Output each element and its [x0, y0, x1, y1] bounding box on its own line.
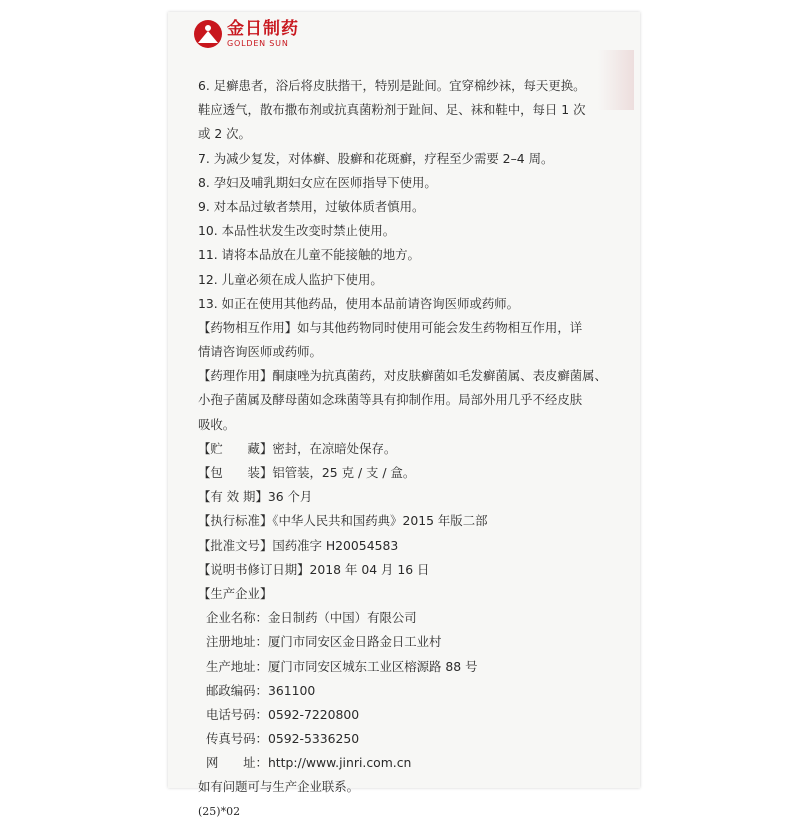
print-code: (25)*02	[198, 804, 241, 818]
production-address: 生产地址：厦门市同安区城东工业区榕源路 88 号	[206, 658, 478, 674]
drug-interactions-line-1: 【药物相互作用】如与其他药物同时使用可能会发生药物相互作用，详	[198, 319, 583, 335]
sun-mountain-icon	[194, 20, 222, 48]
shelf-life: 【有 效 期】36 个月	[198, 489, 313, 505]
packaging: 【包 装】铝管装，25 克 / 支 / 盒。	[198, 465, 416, 480]
postal-code: 邮政编码：361100	[206, 682, 316, 698]
logo-chinese-name: 金日制药	[227, 18, 299, 39]
precaution-7: 7. 为减少复发，对体癣、股癣和花斑癣，疗程至少需要 2–4 周。	[198, 150, 554, 166]
revision-date: 【说明书修订日期】2018 年 04 月 16 日	[198, 561, 430, 577]
storage: 【贮 藏】密封，在凉暗处保存。	[198, 440, 397, 456]
leaflet-body	[198, 74, 638, 824]
manufacturer-heading: 【生产企业】	[198, 585, 273, 601]
precaution-9: 9. 对本品过敏者禁用，过敏体质者慎用。	[198, 198, 425, 214]
contact-note: 如有问题可与生产企业联系。	[198, 779, 360, 795]
leaflet-sheet	[168, 12, 640, 818]
precaution-10: 10. 本品性状发生改变时禁止使用。	[198, 223, 396, 239]
company-name: 企业名称：金日制药（中国）有限公司	[206, 610, 417, 626]
standard: 【执行标准】《中华人民共和国药典》2015 年版二部	[198, 513, 488, 529]
pharmacology-line-2: 小孢子菌属及酵母菌如念珠菌等具有抑制作用。局部外用几乎不经皮肤	[198, 392, 583, 408]
website: 网 址：http://www.jinri.com.cn	[206, 755, 412, 771]
phone-number: 电话号码：0592-7220800	[206, 706, 360, 722]
precaution-8: 8. 孕妇及哺乳期妇女应在医师指导下使用。	[198, 174, 437, 190]
fax-number: 传真号码：0592-5336250	[206, 731, 360, 747]
logo-text	[227, 18, 299, 48]
approval-number: 【批准文号】国药准字 H20054583	[198, 537, 399, 553]
precaution-13: 13. 如正在使用其他药品，使用本品前请咨询医师或药师。	[198, 295, 520, 311]
registered-address: 注册地址：厦门市同安区金日路金日工业村	[206, 634, 442, 650]
logo-english-name: GOLDEN SUN	[227, 38, 289, 48]
precaution-6-line-2: 鞋应透气，散布撒布剂或抗真菌粉剂于趾间、足、袜和鞋中，每日 1 次	[198, 102, 586, 118]
precaution-6-line-1: 6. 足癣患者，浴后将皮肤揩干，特别是趾间。宜穿棉纱袜，每天更换。	[198, 78, 586, 93]
precaution-12: 12. 儿童必须在成人监护下使用。	[198, 271, 383, 287]
pharmacology-line-1: 【药理作用】酮康唑为抗真菌药，对皮肤癣菌如毛发癣菌属、表皮癣菌属、	[198, 368, 607, 384]
drug-interactions-line-2: 情请咨询医师或药师。	[198, 344, 322, 360]
pharmacology-line-3: 吸收。	[198, 416, 236, 432]
company-logo	[194, 20, 299, 48]
precaution-6-line-3: 或 2 次。	[198, 126, 251, 142]
precaution-11: 11. 请将本品放在儿童不能接触的地方。	[198, 247, 420, 263]
